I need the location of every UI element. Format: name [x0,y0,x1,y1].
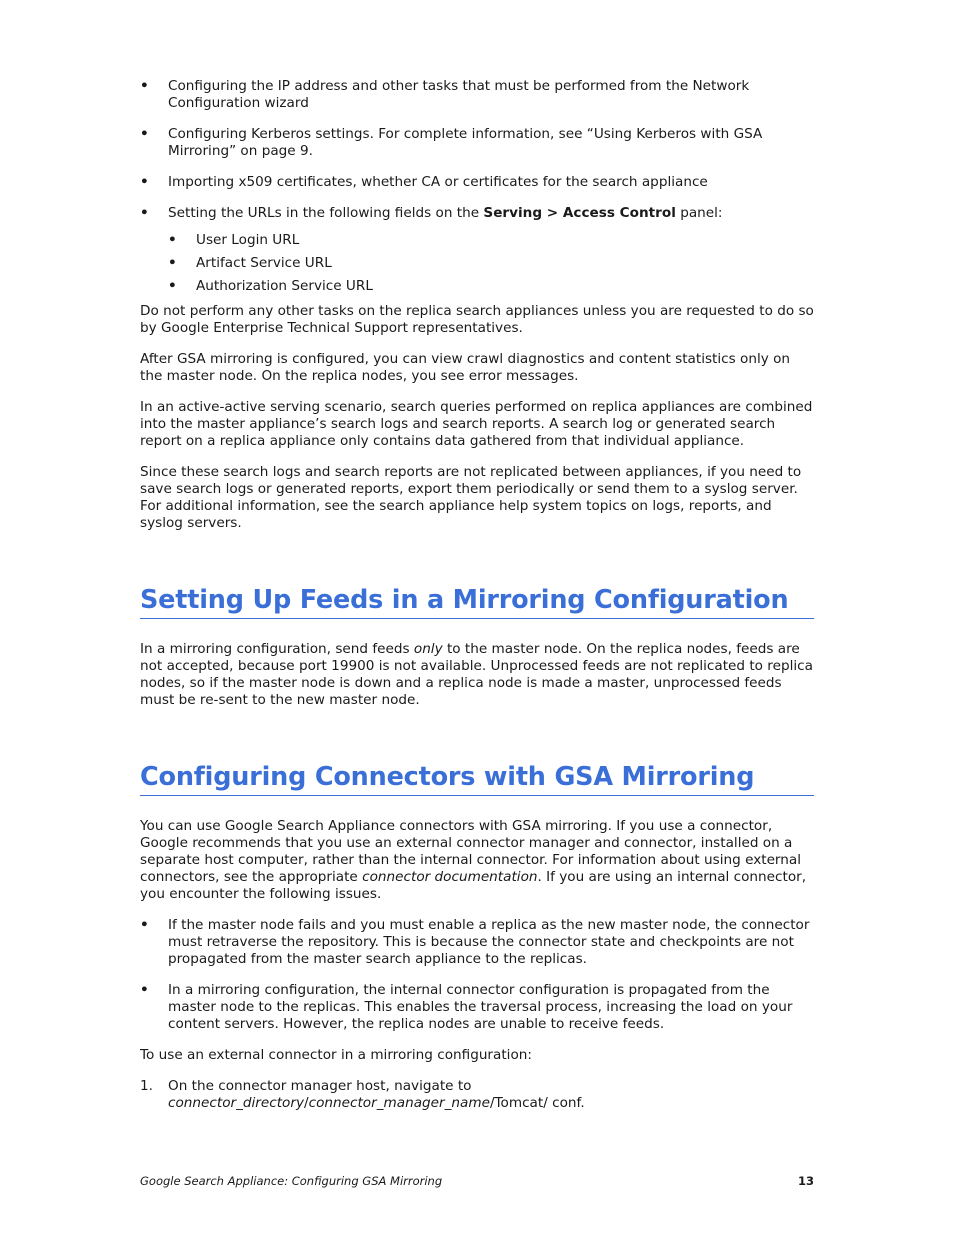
list-item: • In a mirroring configuration, the internal connector configuration is propagated from the master node to the replicas. This enables the traversal process, increasing the load on your content servers. However, the replica nodes are unable to receive feeds. [140,982,814,1033]
connector-issues-list [140,917,814,1033]
list-item: • Configuring Kerberos settings. For complete information, see “Using Kerberos with GSA Mirroring” on page 9. [140,126,814,160]
intro-bullet-list [140,78,814,295]
paragraph: Do not perform any other tasks on the replica search appliances unless you are requested to do so by Google Enterprise Technical Support representatives. [140,303,814,336]
urls-bullet-prefix: Setting the URLs in the following fields on the [168,205,484,221]
footer-title: Google Search Appliance: Configuring GSA Mirroring [140,1174,443,1188]
connector-documentation-ref: connector documentation [362,869,538,885]
list-item: • If the master node fails and you must enable a replica as the new master node, the connector must retraverse the repository. This is because the connector state and checkpoints are not propagated from the master search appliance to the replicas. [140,917,814,968]
connectors-section-heading: Configuring Connectors with GSA Mirroring [140,761,814,796]
urls-bullet-ui-path: Serving > Access Control [483,205,676,221]
steps-list [140,1078,814,1112]
list-item: • Importing x509 certificates, whether CA or certificates for the search appliance [140,174,814,191]
paragraph: In an active-active serving scenario, search queries performed on replica appliances are combined into the master appliance’s search logs and search reports. A search log or generated search report on a replica appliance only contains data gathered from that individual appliance. [140,399,813,449]
connectors-intro-after: . If you are using an internal connector, you encounter the following issues. [140,869,807,902]
step-number: 1. [140,1078,153,1094]
list-item: • Artifact Service URL [168,255,814,272]
step-path-separator: / [304,1095,309,1111]
url-field-list [168,232,814,295]
connectors-intro-paragraph [140,818,814,903]
connectors-section [140,761,814,1112]
step-item [140,1078,814,1112]
step-text-after: /Tomcat/ conf. [489,1095,585,1111]
page-number: 13 [797,1174,814,1188]
connectors-intro-before: You can use Google Search Appliance connectors with GSA mirroring. If you use a connector, Google recommends that you use an external connector manager and connector, installed on a separate host computer, rather than the internal connector. For information about using external connectors, see the appropriate [140,818,802,885]
paragraph: Since these search logs and search reports are not replicated between appliances, if you need to save search logs or generated reports, export them periodically or send them to a syslog server. For additional information, see the search appliance help system topics on logs, reports, and syslog servers. [140,464,802,531]
list-item-urls [140,205,814,295]
step-text-before: On the connector manager host, navigate to [168,1078,472,1094]
step-path-manager-name: connector_manager_name [308,1095,490,1111]
feeds-emphasis: only [413,641,443,657]
list-item: • Authorization Service URL [168,278,814,295]
feeds-text-before: In a mirroring configuration, send feeds [140,641,414,657]
steps-intro: To use an external connector in a mirroring configuration: [140,1047,532,1063]
step-path-directory: connector_directory [168,1095,305,1111]
page-content [140,78,814,1112]
feeds-section-heading: Setting Up Feeds in a Mirroring Configuration [140,584,814,619]
feeds-section [140,584,814,709]
feeds-text-after: to the master node. On the replica nodes, feeds are not accepted, because port 19900 is not available. Unprocessed feeds are not replicated to replica nodes, so if the master node is down and a replica node is made a master, unprocessed feeds must be re-sent to the new master node. [140,641,813,708]
paragraph: After GSA mirroring is configured, you can view crawl diagnostics and content statistics only on the master node. On the replica nodes, you see error messages. [140,351,791,384]
urls-bullet-suffix: panel: [675,205,723,221]
list-item: • Configuring the IP address and other tasks that must be performed from the Network Configuration wizard [140,78,814,112]
feeds-paragraph [140,641,814,709]
list-item: • User Login URL [168,232,814,249]
